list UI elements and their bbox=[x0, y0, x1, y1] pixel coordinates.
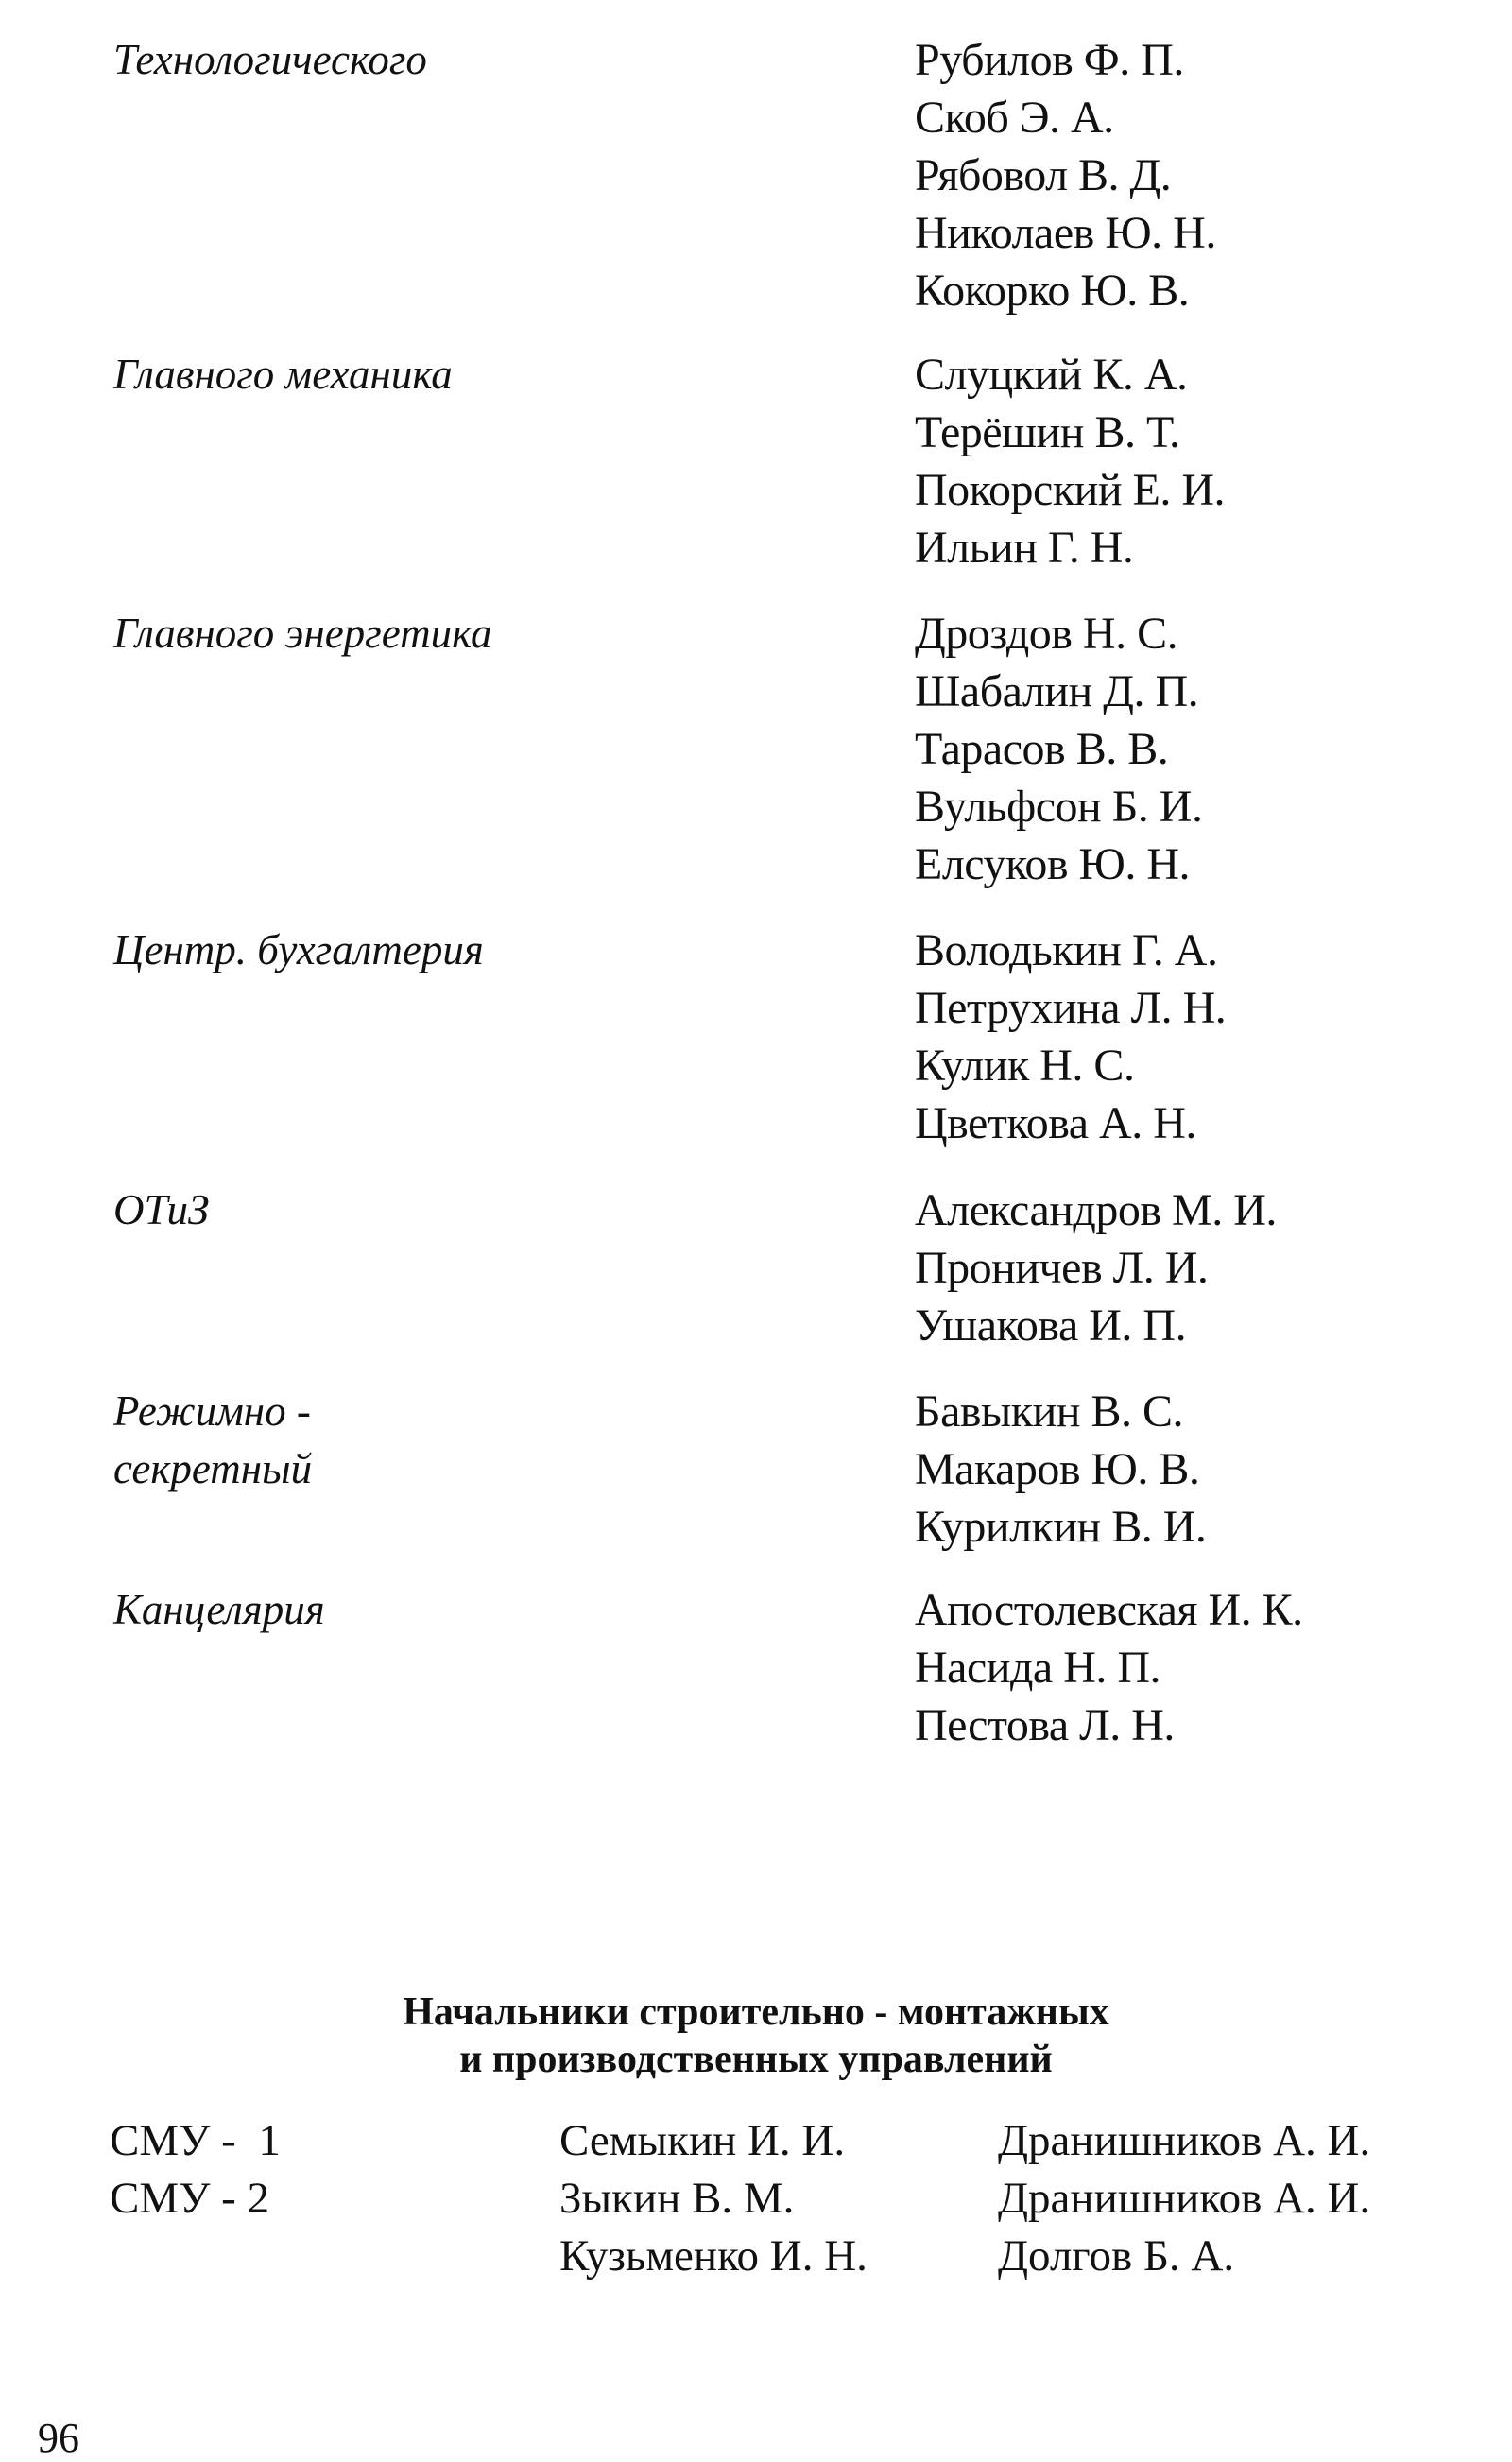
person-name: Кокорко Ю. В. bbox=[915, 266, 1190, 316]
person-name: Кулик Н. С. bbox=[915, 1041, 1135, 1091]
smu-person-b: Долгов Б. А. bbox=[998, 2231, 1235, 2281]
dept-label: Технологического bbox=[113, 36, 427, 83]
person-name: Проничев Л. И. bbox=[915, 1243, 1209, 1293]
dept-people-list bbox=[915, 921, 1482, 1152]
smu-person-a: Зыкин В. М. bbox=[559, 2174, 795, 2223]
person-name: Рубилов Ф. П. bbox=[915, 35, 1184, 85]
person-name: Володькин Г. А. bbox=[915, 925, 1218, 975]
dept-people-list bbox=[915, 346, 1482, 577]
dept-label: Канцелярия bbox=[113, 1586, 325, 1633]
dept-people-list bbox=[915, 1383, 1482, 1556]
smu-row bbox=[0, 2228, 1512, 2285]
person-name: Пестова Л. Н. bbox=[915, 1700, 1175, 1750]
heading-line-2: и производственных управлений bbox=[459, 2038, 1053, 2081]
smu-unit: СМУ - 1 bbox=[110, 2116, 281, 2165]
person-name: Насида Н. П. bbox=[915, 1643, 1161, 1693]
person-name: Апостолевская И. К. bbox=[915, 1585, 1303, 1635]
smu-row bbox=[0, 2170, 1512, 2228]
dept-label: ОТиЗ bbox=[113, 1186, 210, 1233]
smu-person-a: Кузьменко И. Н. bbox=[559, 2231, 868, 2281]
person-name: Дроздов Н. С. bbox=[915, 609, 1178, 659]
person-name: Шабалин Д. П. bbox=[915, 666, 1199, 716]
person-name: Александров М. И. bbox=[915, 1185, 1277, 1235]
person-name: Макаров Ю. В. bbox=[915, 1444, 1200, 1494]
person-name: Рябовол В. Д. bbox=[915, 150, 1172, 200]
smu-person-b: Дранишников А. И. bbox=[998, 2174, 1371, 2223]
person-name: Скоб Э. А. bbox=[915, 93, 1114, 143]
person-name: Покорский Е. И. bbox=[915, 465, 1226, 515]
person-name: Курилкин В. И. bbox=[915, 1502, 1207, 1552]
dept-label: Главного энергетика bbox=[113, 610, 492, 657]
dept-people-list bbox=[915, 31, 1482, 319]
person-name: Николаев Ю. Н. bbox=[915, 208, 1216, 258]
smu-person-b: Дранишников А. И. bbox=[998, 2116, 1371, 2165]
person-name: Бавыкин В. С. bbox=[915, 1386, 1184, 1437]
dept-label: Главного механика bbox=[113, 351, 453, 398]
dept-label: Центр. бухгалтерия bbox=[113, 926, 484, 973]
person-name: Цветкова А. Н. bbox=[915, 1098, 1196, 1148]
person-name: Тарасов В. В. bbox=[915, 724, 1169, 774]
heading-line-1: Начальники строительно - монтажных bbox=[403, 1990, 1109, 2034]
dept-people-list bbox=[915, 1581, 1482, 1754]
person-name: Слуцкий К. А. bbox=[915, 350, 1188, 400]
section-heading bbox=[0, 1989, 1512, 2083]
smu-unit: СМУ - 2 bbox=[110, 2174, 270, 2223]
smu-row bbox=[0, 2112, 1512, 2170]
person-name: Ушакова И. П. bbox=[915, 1300, 1187, 1351]
person-name: Терёшин В. Т. bbox=[915, 407, 1180, 457]
person-name: Петрухина Л. Н. bbox=[915, 983, 1227, 1033]
person-name: Ильин Г. Н. bbox=[915, 523, 1134, 573]
person-name: Елсуков Ю. Н. bbox=[915, 839, 1190, 889]
smu-person-a: Семыкин И. И. bbox=[559, 2116, 846, 2165]
person-name: Вульфсон Б. И. bbox=[915, 782, 1203, 832]
dept-people-list bbox=[915, 1181, 1482, 1354]
dept-people-list bbox=[915, 605, 1482, 893]
page-number: 96 bbox=[38, 2415, 79, 2461]
dept-label: Режимно - секретный bbox=[113, 1387, 313, 1492]
